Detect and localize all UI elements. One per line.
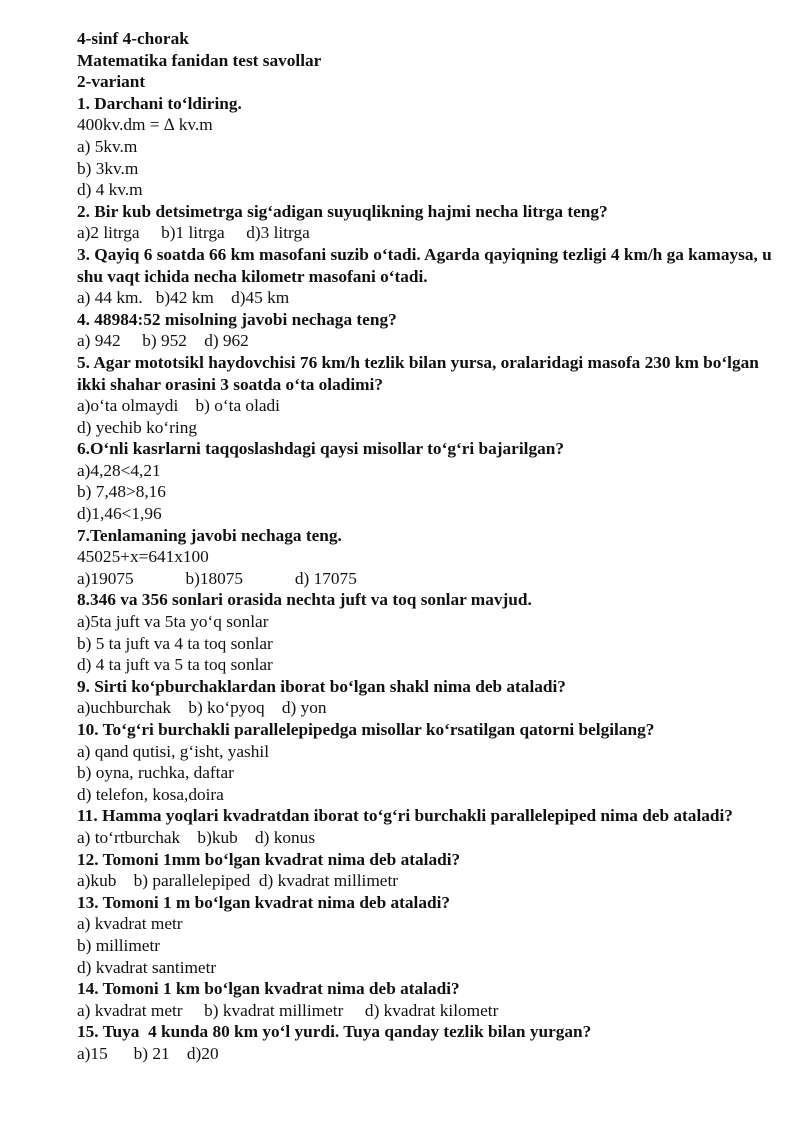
question-text: 8.346 va 356 sonlari orasida nechta juft va toq sonlar mavjud.: [77, 590, 532, 610]
question-block: [77, 438, 777, 524]
answer-options: a) to‘rtburchak b)kub d) konus: [77, 827, 316, 847]
question-block: [77, 719, 777, 805]
answer-option: d) 4 kv.m: [77, 180, 143, 200]
question-block: [77, 892, 777, 978]
answer-option: d) yechib ko‘ring: [77, 417, 197, 437]
question-block: [77, 676, 777, 719]
answer-options: a)19075 b)18075 d) 17075: [77, 568, 357, 588]
answer-option: a) kvadrat metr: [77, 914, 183, 934]
answer-option: d) kvadrat santimetr: [77, 957, 217, 977]
answer-option: d)1,46<1,96: [77, 504, 162, 524]
answer-option: b) oyna, ruchka, daftar: [77, 763, 234, 783]
question-text: 2. Bir kub detsimetrga sig‘adigan suyuqlikning hajmi necha litrga teng?: [77, 201, 608, 221]
question-block: [77, 244, 777, 309]
answer-options: a)kub b) parallelepiped d) kvadrat millimetr: [77, 871, 399, 891]
answer-options: a)15 b) 21 d)20: [77, 1043, 219, 1063]
question-expression: 400kv.dm = ∆ kv.m: [77, 115, 213, 135]
answer-options: a) 942 b) 952 d) 962: [77, 331, 249, 351]
question-text: 5. Agar mototsikl haydovchisi 76 km/h tezlik bilan yursa, oralaridagi masofa 230 km bo‘lgan ikki shahar orasini 3 soatda o‘ta oladimi?: [77, 352, 759, 394]
answer-options: a) kvadrat metr b) kvadrat millimetr d) kvadrat kilometr: [77, 1000, 499, 1020]
question-block: [77, 1021, 777, 1064]
question-text: 13. Tomoni 1 m bo‘lgan kvadrat nima deb ataladi?: [77, 892, 451, 912]
question-text: 11. Hamma yoqlari kvadratdan iborat to‘g‘ri burchakli parallelepiped nima deb ataladi?: [77, 806, 733, 826]
question-block: [77, 805, 777, 848]
question-block: [77, 849, 777, 892]
answer-option: a)4,28<4,21: [77, 460, 161, 480]
page-header-class: 4-sinf 4-chorak: [77, 29, 189, 48]
answer-option: a) 5kv.m: [77, 136, 138, 156]
answer-option: b) 7,48>8,16: [77, 482, 166, 502]
question-block: [77, 352, 777, 438]
question-text: 4. 48984:52 misolning javobi nechaga teng?: [77, 309, 397, 329]
question-text: 12. Tomoni 1mm bo‘lgan kvadrat nima deb ataladi?: [77, 849, 461, 869]
answer-options: a) 44 km. b)42 km d)45 km: [77, 288, 290, 308]
page-header-variant: 2-variant: [77, 72, 146, 92]
answer-option: d) telefon, kosa,doira: [77, 784, 224, 804]
question-text: 14. Tomoni 1 km bo‘lgan kvadrat nima deb ataladi?: [77, 979, 460, 999]
question-block: [77, 978, 777, 1021]
question-block: [77, 201, 777, 244]
answer-option: b) millimetr: [77, 935, 161, 955]
document-page: [77, 28, 777, 1065]
question-block: [77, 309, 777, 352]
question-block: [77, 589, 777, 675]
answer-option: a)5ta juft va 5ta yo‘q sonlar: [77, 612, 269, 632]
question-block: [77, 525, 777, 590]
answer-options: a)o‘ta olmaydi b) o‘ta oladi: [77, 396, 280, 416]
answer-option: b) 3kv.m: [77, 158, 139, 178]
question-text: 6.O‘nli kasrlarni taqqoslashdagi qaysi misollar to‘g‘ri bajarilgan?: [77, 439, 564, 459]
question-text: 10. To‘g‘ri burchakli parallelepipedga misollar ko‘rsatilgan qatorni belgilang?: [77, 720, 655, 739]
question-text: 3. Qayiq 6 soatda 66 km masofani suzib o‘tadi. Agarda qayiqning tezligi 4 km/h ga kamaysa, u shu vaqt ichida necha kilometr masofani o‘tadi.: [77, 244, 772, 286]
question-text: 7.Tenlamaning javobi nechaga teng.: [77, 525, 342, 545]
answer-options: a)uchburchak b) ko‘pyoq d) yon: [77, 698, 327, 718]
answer-options: a)2 litrga b)1 litrga d)3 litrga: [77, 223, 310, 243]
question-expression: 45025+x=641x100: [77, 547, 209, 567]
answer-option: d) 4 ta juft va 5 ta toq sonlar: [77, 655, 273, 675]
page-header-subject: Matematika fanidan test savollar: [77, 50, 322, 70]
answer-option: b) 5 ta juft va 4 ta toq sonlar: [77, 633, 273, 653]
answer-option: a) qand qutisi, g‘isht, yashil: [77, 741, 269, 761]
question-block: [77, 93, 777, 201]
question-text: 15. Tuya 4 kunda 80 km yo‘l yurdi. Tuya qanday tezlik bilan yurgan?: [77, 1022, 592, 1042]
question-text: 9. Sirti ko‘pburchaklardan iborat bo‘lgan shakl nima deb ataladi?: [77, 676, 566, 696]
question-text: 1. Darchani to‘ldiring.: [77, 93, 242, 113]
